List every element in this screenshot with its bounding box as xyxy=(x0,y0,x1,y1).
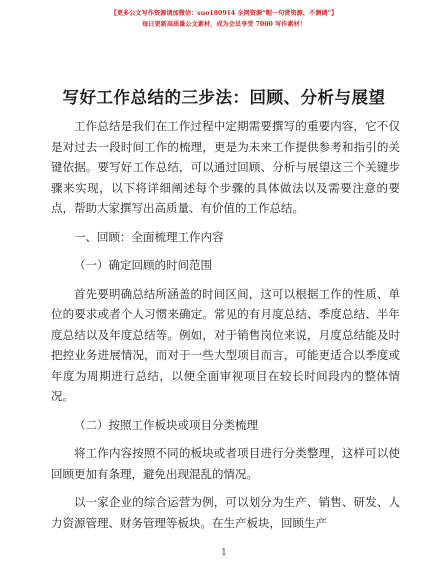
page-title: 写好工作总结的三步法：回顾、分析与展望 xyxy=(62,88,386,107)
section-heading: 一、回顾：全面梳理工作内容 xyxy=(74,229,224,244)
intro-paragraph: 工作总结是我们在工作过程中定期需要撰写的重要内容，它不仅是对过去一段时间工作的梳理，更是为未来工作提供参考和指引的关键依据。要写好工作总结，可以通过回顾、分析与展望这三个关键步骤来实现，以下将详细阐述每个步骤的具体做法以及需要注意的要点，帮助大家撰写出高质量、有价值的工作总结。 xyxy=(51,119,400,215)
body-paragraph: 以一家企业的综合运营为例，可以划分为生产、销售、研发、人力资源管理、财务管理等板块。在生产板块，回顾生产 xyxy=(51,495,400,530)
promo-banner xyxy=(0,8,448,30)
body-paragraph: 首先要明确总结所涵盖的时间区间，这可以根据工作的性质、单位的要求或者个人习惯来确定。常见的有月度总结、季度总结、半年度总结以及年度总结等。例如，对于销售岗位来说，月度总结能及时把控业务进展情况，而对于一些大型项目而言，可能更适合以季度或年度为周期进行总结，以便全面审视项目在较长时间段内的整体情况。 xyxy=(51,286,400,403)
body-paragraph: 将工作内容按照不同的板块或者项目进行分类整理，这样可以使回顾更加有条理，避免出现混乱的情况。 xyxy=(51,446,400,481)
promo-banner-line-1: 【更多公文写作资源请加微信：suo180914 全网资源“帽一句赏资源，不测调”】 xyxy=(110,10,338,17)
promo-banner-line-2: 每日更新高质量公文素材，成为会员享受 7000 写作素材！ xyxy=(142,21,306,28)
subsection-heading: （二）按照工作板块或项目分类梳理 xyxy=(74,417,258,432)
page-number: 1 xyxy=(221,548,227,558)
document-body xyxy=(51,116,400,541)
subsection-heading: （一）确定回顾的时间范围 xyxy=(74,258,212,272)
